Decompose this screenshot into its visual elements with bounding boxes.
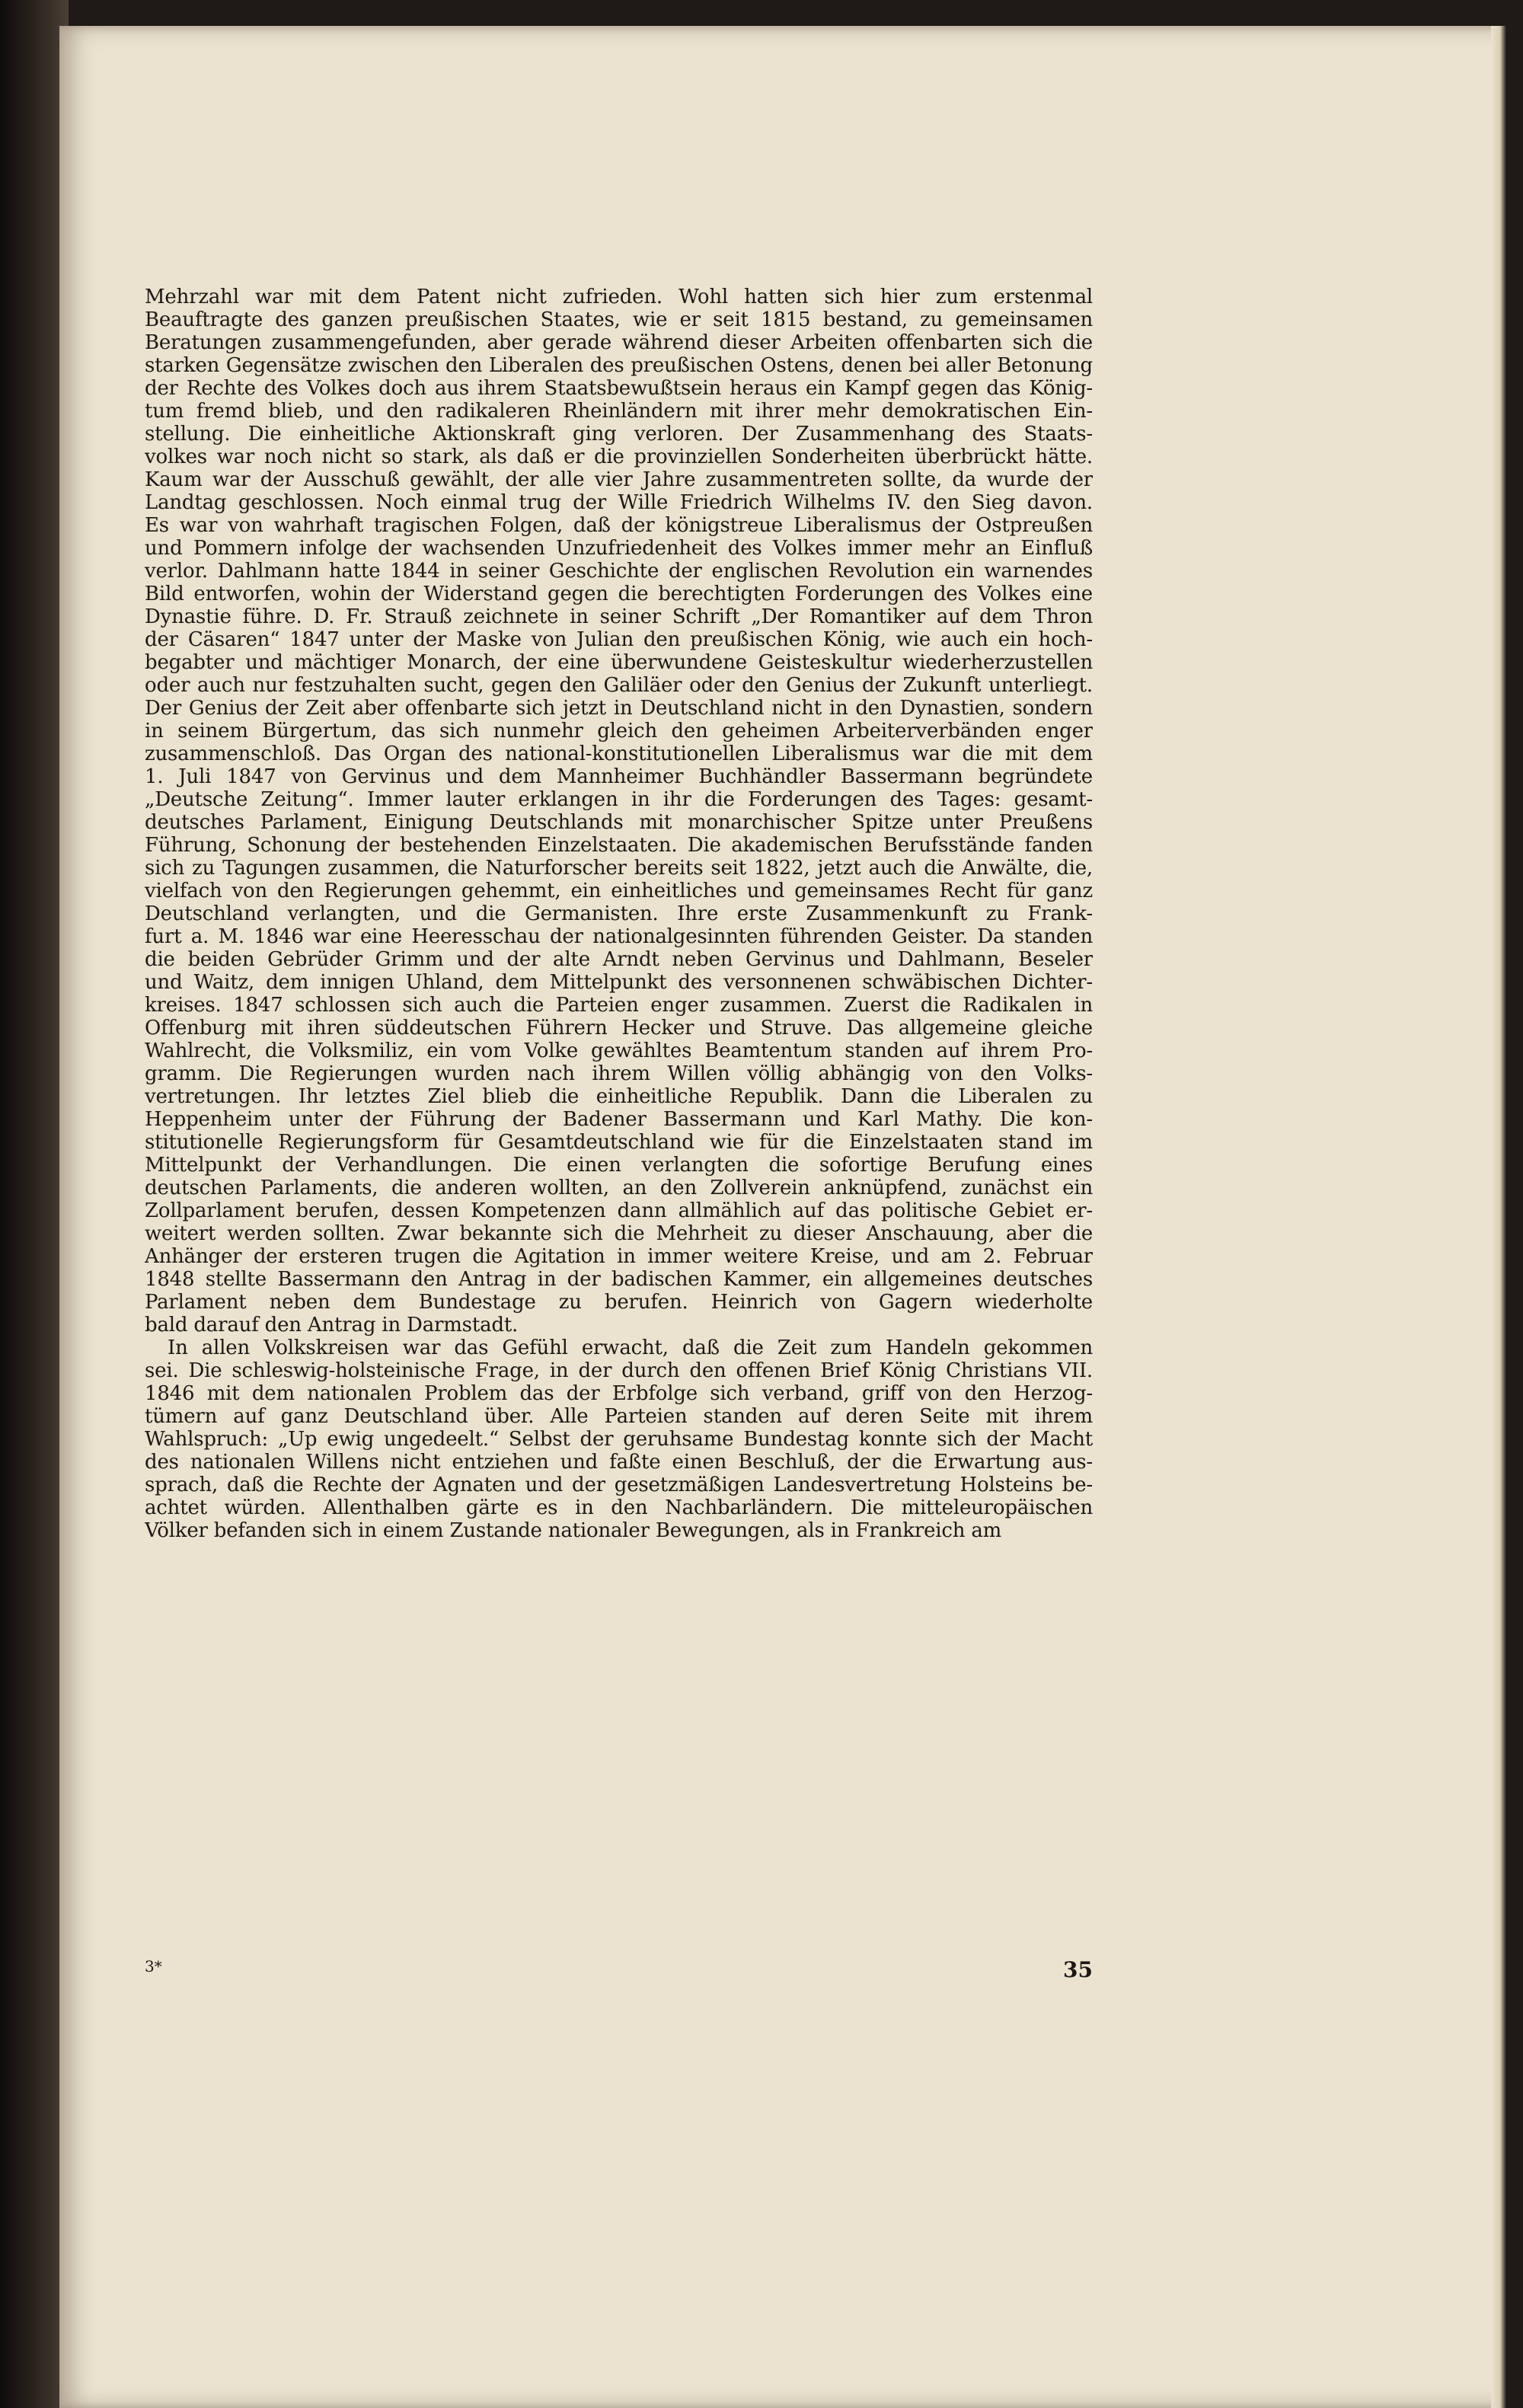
text-line: Landtag geschlossen. Noch einmal trug der Wille Friedrich Wilhelms IV. den Sieg davon.: [145, 491, 1093, 514]
text-line: der Rechte des Volkes doch aus ihrem Staatsbewußtsein heraus ein Kampf gegen das König-: [145, 377, 1093, 400]
text-line: 1846 mit dem nationalen Problem das der Erbfolge sich verband, griff von den Herzog-: [145, 1382, 1093, 1405]
text-line: sei. Die schleswig-holsteinische Frage, in der durch den offenen Brief König Christians VII.: [145, 1359, 1093, 1382]
text-line: bald darauf den Antrag in Darmstadt.: [145, 1314, 519, 1337]
text-line: Offenburg mit ihren süddeutschen Führern Hecker und Struve. Das allgemeine gleiche: [145, 1017, 1093, 1040]
text-line: furt a. M. 1846 war eine Heeresschau der nationalgesinnten führenden Geister. Da standen: [145, 925, 1093, 948]
text-line: zusammenschloß. Das Organ des national-konstitutionellen Liberalismus war die mit dem: [145, 743, 1093, 765]
text-line: starken Gegensätze zwischen den Liberalen des preußischen Ostens, denen bei aller Betonung: [145, 354, 1093, 377]
text-line: in seinem Bürgertum, das sich nunmehr gleich den geheimen Arbeiterverbänden enger: [145, 720, 1093, 743]
text-line: Beauftragte des ganzen preußischen Staates, wie er seit 1815 bestand, zu gemeinsamen: [145, 308, 1093, 331]
text-line: Mittelpunkt der Verhandlungen. Die einen verlangten die sofortige Berufung eines: [145, 1154, 1093, 1177]
text-line: Es war von wahrhaft tragischen Folgen, daß der königstreue Liberalismus der Ostpreußen: [145, 514, 1093, 537]
text-line: Völker befanden sich in einem Zustande nationaler Bewegungen, als in Frankreich am: [145, 1519, 1002, 1542]
text-line: des nationalen Willens nicht entziehen und faßte einen Beschluß, der die Erwartung aus-: [145, 1451, 1093, 1474]
text-line: Wahlrecht, die Volksmiliz, ein vom Volke gewähltes Beamtentum standen auf ihrem Pro-: [145, 1040, 1093, 1062]
book-spine-shadow: [0, 0, 69, 2408]
text-line: 1848 stellte Bassermann den Antrag in der badischen Kammer, ein allgemeines deutsches: [145, 1268, 1093, 1291]
text-line: Mehrzahl war mit dem Patent nicht zufrieden. Wohl hatten sich hier zum erstenmal: [145, 286, 1093, 308]
text-line: verlor. Dahlmann hatte 1844 in seiner Geschichte der englischen Revolution ein warnendes: [145, 560, 1093, 583]
text-line: Bild entworfen, wohin der Widerstand gegen die berechtigten Forderungen des Volkes eine: [145, 583, 1093, 605]
text-line: gramm. Die Regierungen wurden nach ihrem Willen völlig abhängig von den Volks-: [145, 1062, 1093, 1085]
text-line: Zollparlament berufen, dessen Kompetenzen dann allmählich auf das politische Gebiet er-: [145, 1199, 1093, 1222]
text-line: volkes war noch nicht so stark, als daß er die provinziellen Sonderheiten überbrückt hätte.: [145, 446, 1093, 468]
text-line: Parlament neben dem Bundestage zu berufen. Heinrich von Gagern wiederholte: [145, 1291, 1093, 1314]
text-line: und Pommern infolge der wachsenden Unzufriedenheit des Volkes immer mehr an Einfluß: [145, 537, 1093, 560]
text-line: oder auch nur festzuhalten sucht, gegen den Galiläer oder den Genius der Zukunft unterliegt.: [145, 674, 1093, 697]
text-line: deutschen Parlaments, die anderen wollten, an den Zollverein anknüpfend, zunächst ein: [145, 1177, 1093, 1199]
text-line: Beratungen zusammengefunden, aber gerade während dieser Arbeiten offenbarten sich die: [145, 331, 1093, 354]
text-line: Wahlspruch: „Up ewig ungedeelt.“ Selbst der geruhsame Bundestag konnte sich der Macht: [145, 1428, 1093, 1451]
text-line: die beiden Gebrüder Grimm und der alte Arndt neben Gervinus und Dahlmann, Beseler: [145, 948, 1093, 971]
text-line: sprach, daß die Rechte der Agnaten und der gesetzmäßigen Landesvertretung Holsteins be-: [145, 1474, 1093, 1496]
text-line: „Deutsche Zeitung“. Immer lauter erklangen in ihr die Forderungen des Tages: gesamt-: [145, 788, 1093, 811]
text-line: der Cäsaren“ 1847 unter der Maske von Julian den preußischen König, wie auch ein hoch-: [145, 628, 1093, 651]
text-line: Anhänger der ersteren trugen die Agitation in immer weitere Kreise, und am 2. Februar: [145, 1245, 1093, 1268]
page-number: 35: [1063, 1957, 1093, 1982]
text-line: tümern auf ganz Deutschland über. Alle Parteien standen auf deren Seite mit ihrem: [145, 1405, 1093, 1428]
signature-mark: 3*: [145, 1957, 162, 1975]
text-line: Führung, Schonung der bestehenden Einzelstaaten. Die akademischen Berufsstände fanden: [145, 834, 1093, 857]
text-line: Dynastie führe. D. Fr. Strauß zeichnete in seiner Schrift „Der Romantiker auf dem Thron: [145, 605, 1093, 628]
text-line: und Waitz, dem innigen Uhland, dem Mittelpunkt des versonnenen schwäbischen Dichter-: [145, 971, 1093, 994]
body-text: [145, 286, 1093, 1904]
text-line: kreises. 1847 schlossen sich auch die Parteien enger zusammen. Zuerst die Radikalen in: [145, 994, 1093, 1017]
text-line: Kaum war der Ausschuß gewählt, der alle vier Jahre zusammentreten sollte, da wurde der: [145, 468, 1093, 491]
text-line: weitert werden sollten. Zwar bekannte sich die Mehrheit zu dieser Anschauung, aber die: [145, 1222, 1093, 1245]
text-line: vielfach von den Regierungen gehemmt, ein einheitliches und gemeinsames Recht für ganz: [145, 880, 1093, 902]
text-line: vertretungen. Ihr letztes Ziel blieb die einheitliche Republik. Dann die Liberalen zu: [145, 1085, 1093, 1108]
text-line: 1. Juli 1847 von Gervinus und dem Mannheimer Buchhändler Bassermann begründete: [145, 765, 1093, 788]
text-line: deutsches Parlament, Einigung Deutschlands mit monarchischer Spitze unter Preußens: [145, 811, 1093, 834]
text-line: Der Genius der Zeit aber offenbarte sich jetzt in Deutschland nicht in den Dynastien, sondern: [145, 697, 1093, 720]
text-line: Deutschland verlangten, und die Germanisten. Ihre erste Zusammenkunft zu Frank-: [145, 902, 1093, 925]
text-line: Heppenheim unter der Führung der Badener Bassermann und Karl Mathy. Die kon-: [145, 1108, 1093, 1131]
text-line: stitutionelle Regierungsform für Gesamtdeutschland wie für die Einzelstaaten stand im: [145, 1131, 1093, 1154]
text-line: sich zu Tagungen zusammen, die Naturforscher bereits seit 1822, jetzt auch die Anwälte, die,: [145, 857, 1093, 880]
text-line: begabter und mächtiger Monarch, der eine überwundene Geisteskultur wiederherzustellen: [145, 651, 1093, 674]
text-line: In allen Volkskreisen war das Gefühl erwacht, daß die Zeit zum Handeln gekommen: [168, 1337, 1093, 1359]
text-line: achtet würden. Allenthalben gärte es in den Nachbarländern. Die mitteleuropäischen: [145, 1496, 1093, 1519]
text-line: tum fremd blieb, und den radikaleren Rheinländern mit ihrer mehr demokratischen Ein-: [145, 400, 1093, 423]
page-footer: [145, 1957, 1093, 1988]
text-line: stellung. Die einheitliche Aktionskraft ging verloren. Der Zusammenhang des Staats-: [145, 423, 1093, 446]
page-edge: [1491, 26, 1506, 2408]
